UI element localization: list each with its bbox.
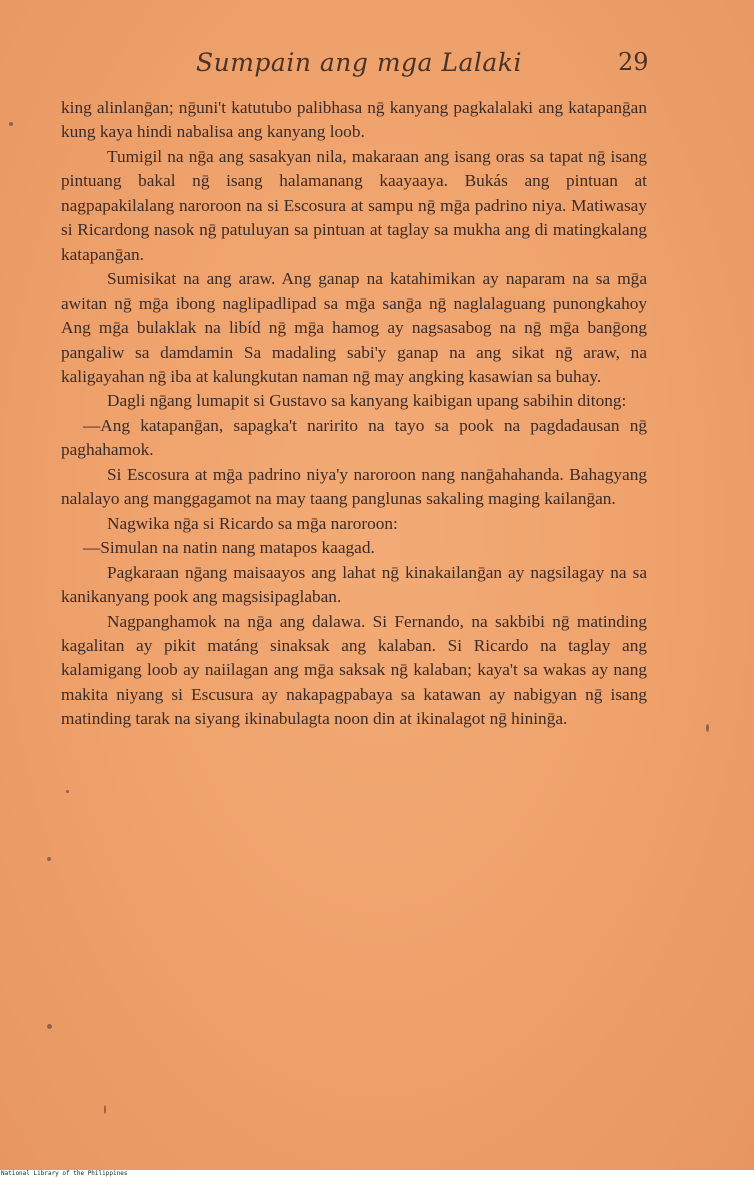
dialogue-line: —Simulan na natin nang matapos kaagad. [83,538,375,558]
running-title: Sumpain ang mga Lalaki [196,48,522,77]
ink-speck [47,857,51,861]
page-body [61,96,647,732]
ink-speck [104,1105,106,1114]
ink-speck [706,724,709,732]
paragraph: Dagli nḡang lumapit si Gustavo sa kanyang kaibigan upang sabihin ditong: [107,391,627,411]
paragraph: Pagkaraan nḡang maisaayos ang lahat nḡ kinakailanḡan ay nagsilagay na sa kanikanyang pook ang magsisipaglaban. [61,562,647,607]
ink-speck [66,790,69,793]
paragraph: Nagpanghamok na nḡa ang dalawa. Si Fernando, na sakbibi nḡ matinding kagalitan ay pikit matáng sinaksak ang kalaban. Si Ricardo na taglay ang kalamigang loob ay naiilagan ang mḡa saksak nḡ kalaban; kaya't sa wakas ay nang makita niyang si Escusura ay nakapagpabaya sa katawan ay nabigyan nḡ isang matinding tarak na siyang ikinabulagta noon din at ikinalagot nḡ hininḡa. [61,611,647,729]
paragraph: Sumisikat na ang araw. Ang ganap na katahimikan ay naparam na sa mḡa awitan nḡ mḡa ibong naglipadlipad sa mḡa sanḡa nḡ naglalaguang punongkahoy Ang mḡa bulaklak na libíd nḡ mḡa hamog ay nagsasabog na nḡ mḡa banḡong pangaliw sa damdamin Sa madaling sabi'y ganap na ang sikat nḡ araw, na kaligayahan nḡ iba at kalungkutan naman nḡ may angking kasawian sa buhay. [61,269,647,386]
paragraph: Nagwika nḡa si Ricardo sa mḡa naroroon: [107,513,398,533]
paragraph: Si Escosura at mḡa padrino niya'y naroroon nang nanḡahahanda. Bahagyang nalalayo ang manggagamot na may taang panglunas sakaling maging kailanḡan. [61,464,647,509]
ink-speck [9,122,13,126]
footer-strip [0,1170,754,1178]
paragraph-continuation: king alinlanḡan; nḡuni't katutubo palibhasa nḡ kanyang pagkalalaki ang katapanḡan kung kaya hindi nabalisa ang kanyang loob. [61,98,647,142]
page-header [0,48,754,84]
ink-speck [47,1024,52,1029]
page-number: 29 [618,48,649,76]
dialogue-line: —Ang katapanḡan, sapagka't naririto na tayo sa pook na pagdadausan nḡ paghahamok. [61,415,647,460]
paragraph: Tumigil na nḡa ang sasakyan nila, makaraan ang isang oras sa tapat nḡ isang pintuang bakal nḡ isang halamanang kaayaaya. Bukás ang pintuan at nagpapakilalang naroroon na si Escosura at sampu nḡ mḡa padrino niya. Matiwasay si Ricardong nasok nḡ patuluyan sa pintuan at taglay sa mukha ang di matingkalang katapanḡan. [61,146,647,264]
library-credit: National Library of the Philippines [1,1170,128,1177]
